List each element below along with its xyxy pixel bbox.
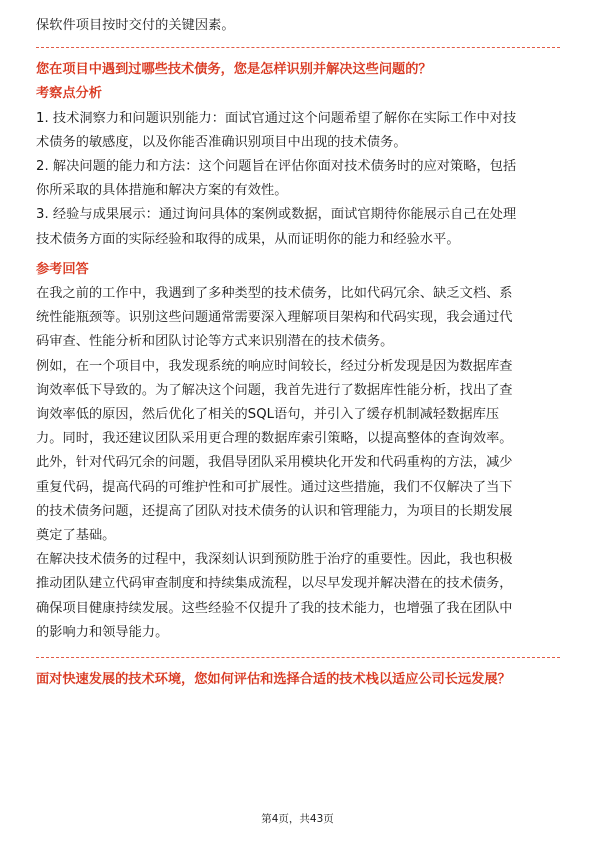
analysis-line: 你所采取的具体措施和解决方案的有效性。	[36, 183, 288, 199]
answer-line: 例如，在一个项目中，我发现系统的响应时间较长，经过分析发现是因为数据库查	[36, 358, 513, 374]
answer-line: 此外，针对代码冗余的问题，我倡导团队采用模块化开发和代码重构的方法，减少	[36, 455, 513, 471]
answer-line: 推动团队建立代码审查制度和持续集成流程，以尽早发现并解决潜在的技术债务，	[36, 576, 513, 592]
answer-paragraph	[36, 355, 560, 452]
analysis-line: 技术债务方面的实际经验和取得的成果，从而证明你的能力和经验水平。	[36, 231, 460, 247]
analysis-line: 1. 技术洞察力和问题识别能力：面试官通过这个问题希望了解你在实际工作中对技	[36, 110, 517, 126]
analysis-line: 2. 解决问题的能力和方法：这个问题旨在评估你面对技术债务时的应对策略，包括	[36, 159, 517, 175]
page-content	[36, 14, 560, 692]
analysis-body	[36, 107, 560, 252]
question-2-title: 面对快速发展的技术环境，您如何评估和选择合适的技术栈以适应公司长远发展？	[36, 672, 511, 688]
section-divider	[36, 657, 560, 658]
answer-line: 的影响力和领导能力。	[36, 624, 169, 640]
answer-paragraph	[36, 548, 560, 645]
answer-line: 奠定了基础。	[36, 528, 116, 544]
answer-line: 询效率低下导致的。为了解决这个问题，我首先进行了数据库性能分析，找出了查	[36, 382, 513, 398]
intro-tail-text: 保软件项目按时交付的关键因素。	[36, 18, 235, 33]
answer-line: 的技术债务问题，还提高了团队对技术债务的认识和管理能力，为项目的长期发展	[36, 503, 513, 519]
answer-body	[36, 282, 560, 645]
answer-line: 在解决技术债务的过程中，我深刻认识到预防胜于治疗的重要性。因此，我也积极	[36, 552, 513, 568]
page-number-footer: 第4页，共43页	[261, 813, 334, 825]
answer-line: 统性能瓶颈等。识别这些问题通常需要深入理解项目架构和代码实现，我会通过代	[36, 310, 513, 326]
answer-line: 询效率低的原因，然后优化了相关的SQL语句，并引入了缓存机制减轻数据库压	[36, 407, 500, 423]
analysis-line: 术债务的敏感度，以及你能否准确识别项目中出现的技术债务。	[36, 134, 407, 150]
question-1-title: 您在项目中遇到过哪些技术债务，您是怎样识别并解决这些问题的？	[36, 62, 432, 78]
answer-paragraph	[36, 451, 560, 548]
analysis-heading: 考察点分析	[36, 86, 102, 102]
answer-heading: 参考回答	[36, 261, 89, 277]
answer-line: 在我之前的工作中，我遇到了多种类型的技术债务，比如代码冗余、缺乏文档、系	[36, 286, 513, 302]
answer-line: 码审查、性能分析和团队讨论等方式来识别潜在的技术债务。	[36, 334, 394, 350]
section-divider	[36, 47, 560, 48]
answer-line: 力。同时，我还建议团队采用更合理的数据库索引策略，以提高整体的查询效率。	[36, 431, 513, 447]
analysis-line: 3. 经验与成果展示：通过询问具体的案例或数据，面试官期待你能展示自己在处理	[36, 207, 517, 223]
answer-paragraph	[36, 282, 560, 355]
answer-line: 确保项目健康持续发展。这些经验不仅提升了我的技术能力，也增强了我在团队中	[36, 600, 513, 616]
answer-line: 重复代码，提高代码的可维护性和可扩展性。通过这些措施，我们不仅解决了当下	[36, 479, 513, 495]
